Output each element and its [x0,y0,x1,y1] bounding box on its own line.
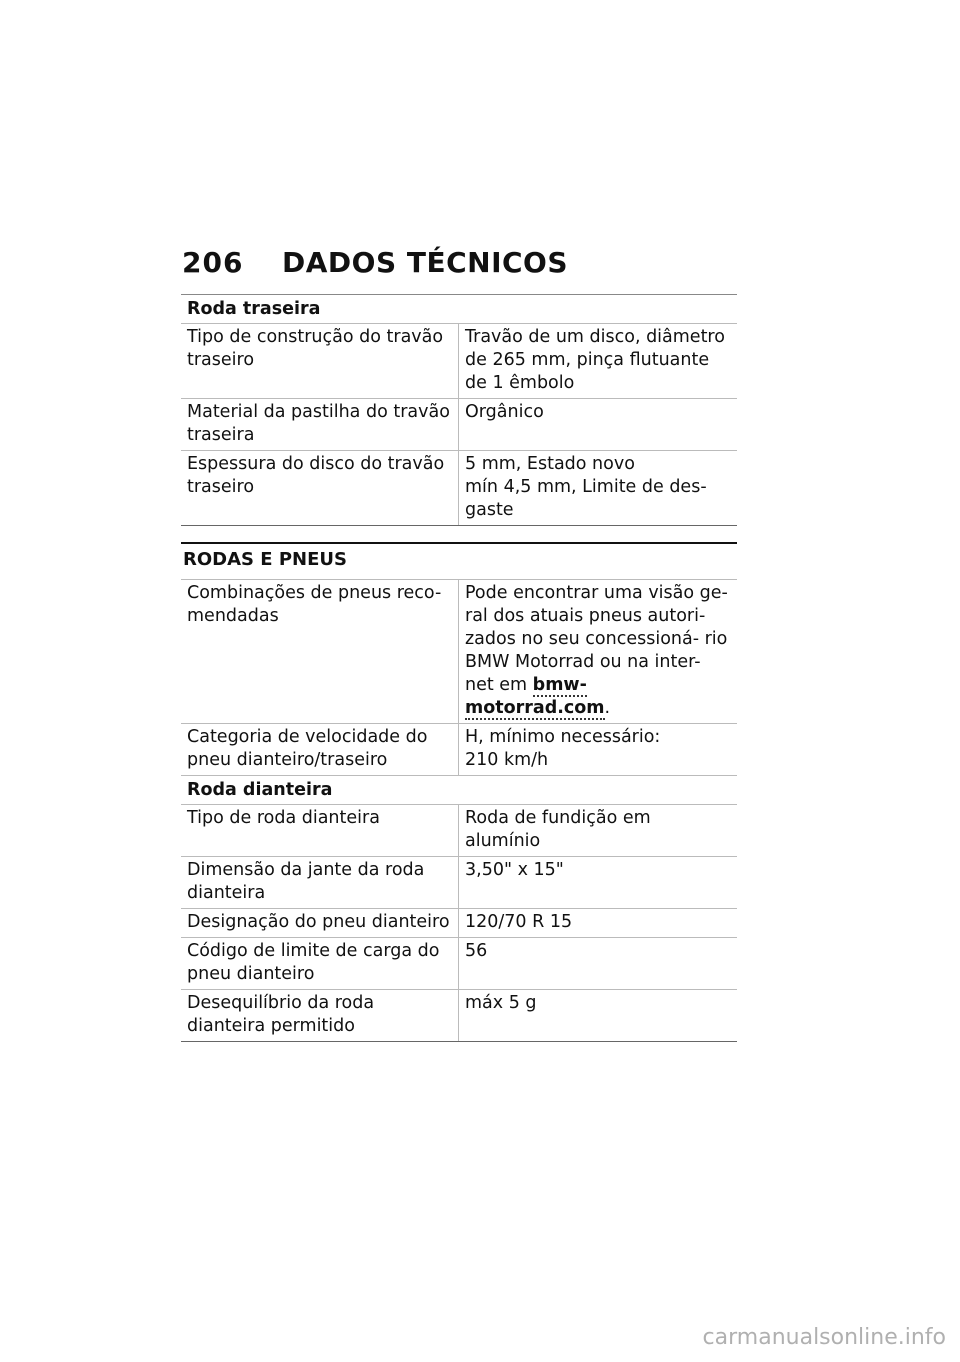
row-value [459,580,737,723]
row-value: máx 5 g [465,993,537,1013]
row-label: Tipo de roda dianteira [181,805,459,856]
page-number: 206 [182,246,244,279]
table-row [181,724,737,776]
table-row [181,451,737,526]
table-row [181,324,737,399]
row-label: Dimensão da jante da roda dianteira [181,857,459,908]
row-value [459,724,737,775]
row-label: Designação do pneu dianteiro [181,909,459,937]
row-label: Código de limite de carga do pneu dianteiro [181,938,459,989]
value-line: 210 km/h [465,750,549,770]
row-value: 3,50" x 15" [465,860,564,880]
page-title: DADOS TÉCNICOS [282,246,569,279]
section-heading-rear-wheel: Roda traseira [181,295,737,324]
value-text: . [604,698,611,718]
table-row [181,938,737,990]
spec-table [181,294,737,1042]
table-row [181,990,737,1042]
row-label: Espessura do disco do travão traseiro [181,451,459,525]
watermark: carmanualsonline.info [702,1325,946,1350]
row-value: 120/70 R 15 [465,912,573,932]
row-value: 56 [465,941,488,961]
table-row [181,580,737,724]
table-row [181,399,737,451]
section-heading-front-wheel: Roda dianteira [181,776,737,805]
table-row [181,857,737,909]
row-value [459,451,737,525]
row-label: Material da pastilha do travão traseira [181,399,459,450]
row-value: Travão de um disco, diâmetro de 265 mm, pinça flutuante de 1 êmbolo [465,327,725,393]
row-value: Roda de fundição em alumínio [465,808,651,851]
value-line: mín 4,5 mm, Limite de des- gaste [465,477,707,520]
section-heading-wheels-tyres: RODAS E PNEUS [181,542,737,580]
table-row [181,805,737,857]
table-row [181,909,737,938]
value-line: H, mínimo necessário: [465,727,661,747]
row-label: Desequilíbrio da roda dianteira permitido [181,990,459,1041]
website-link[interactable]: bmw-motorrad.com [465,675,605,718]
row-label: Tipo de construção do travão traseiro [181,324,459,398]
row-label: Combinações de pneus reco- mendadas [181,580,459,723]
row-label: Categoria de velocidade do pneu dianteiro/traseiro [181,724,459,775]
value-text: Pode encontrar uma visão ge- ral dos atuais pneus autori- zados no seu concessioná- rio BMW Motorrad ou na inter- net em [465,583,728,695]
value-line: 5 mm, Estado novo [465,454,635,474]
page-header [182,246,568,279]
row-value: Orgânico [465,402,544,422]
